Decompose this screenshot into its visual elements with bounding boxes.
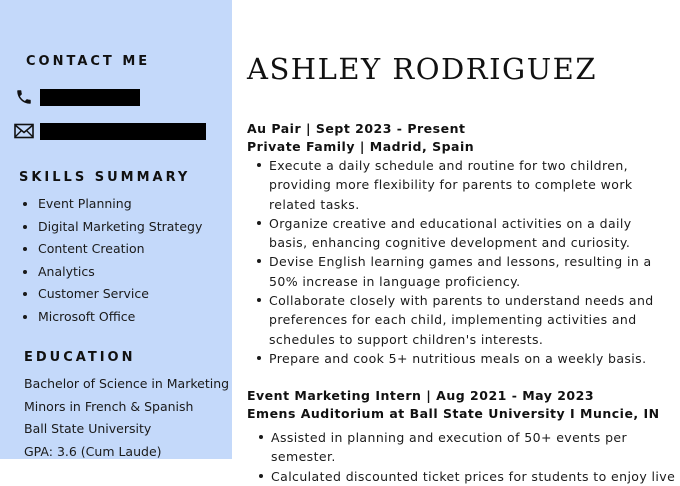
job-bullet: Collaborate closely with parents to understand needs and preferences for each child, implementing activities and schedules to support children's interests.	[247, 291, 667, 349]
job-bullet: Calculated discounted ticket prices for students to enjoy live	[249, 467, 669, 486]
skill-item: Microsoft Office	[0, 308, 202, 331]
skill-item: Customer Service	[0, 285, 202, 308]
job-bullet: Execute a daily schedule and routine for two children, providing more flexibility for parents to complete work related tasks.	[247, 156, 667, 214]
job-bullet: Prepare and cook 5+ nutritious meals on a weekly basis.	[247, 349, 667, 368]
skill-item: Event Planning	[0, 195, 202, 218]
job-bullet: Assisted in planning and execution of 50+ events per semester.	[249, 428, 669, 467]
job-employer: Private Family | Madrid, Spain	[247, 139, 475, 154]
contact-phone	[14, 88, 140, 106]
sidebar	[0, 0, 232, 459]
email-icon	[14, 122, 34, 140]
skills-heading: SKILLS SUMMARY	[19, 170, 191, 185]
job-bullet: Organize creative and educational activities on a daily basis, enhancing cognitive development and curiosity.	[247, 214, 667, 253]
candidate-name: ASHLEY RODRIGUEZ	[247, 52, 597, 86]
job-bullets	[247, 156, 667, 368]
skill-item: Analytics	[0, 263, 202, 286]
education-item: Ball State University	[24, 421, 152, 437]
skills-list	[0, 195, 202, 331]
education-item: GPA: 3.6 (Cum Laude)	[24, 443, 162, 459]
job-employer: Emens Auditorium at Ball State University I Muncie, IN	[247, 406, 660, 421]
job-title: Event Marketing Intern | Aug 2021 - May 2023	[247, 388, 595, 403]
contact-heading: CONTACT ME	[26, 54, 151, 69]
contact-email	[14, 122, 206, 140]
job-bullets	[249, 428, 676, 486]
education-item: Bachelor of Science in Marketing	[24, 376, 230, 391]
education-heading: EDUCATION	[24, 350, 136, 365]
email-redacted	[40, 123, 206, 140]
phone-redacted	[40, 89, 140, 106]
education-list	[24, 375, 229, 465]
education-item: Minors in French & Spanish	[24, 398, 194, 414]
main-content	[232, 0, 680, 484]
skill-item: Content Creation	[0, 240, 202, 263]
phone-icon	[14, 88, 34, 106]
job-title: Au Pair | Sept 2023 - Present	[247, 121, 466, 136]
skill-item: Digital Marketing Strategy	[0, 218, 202, 241]
job-bullet: Devise English learning games and lessons, resulting in a 50% increase in language proficiency.	[247, 252, 667, 291]
